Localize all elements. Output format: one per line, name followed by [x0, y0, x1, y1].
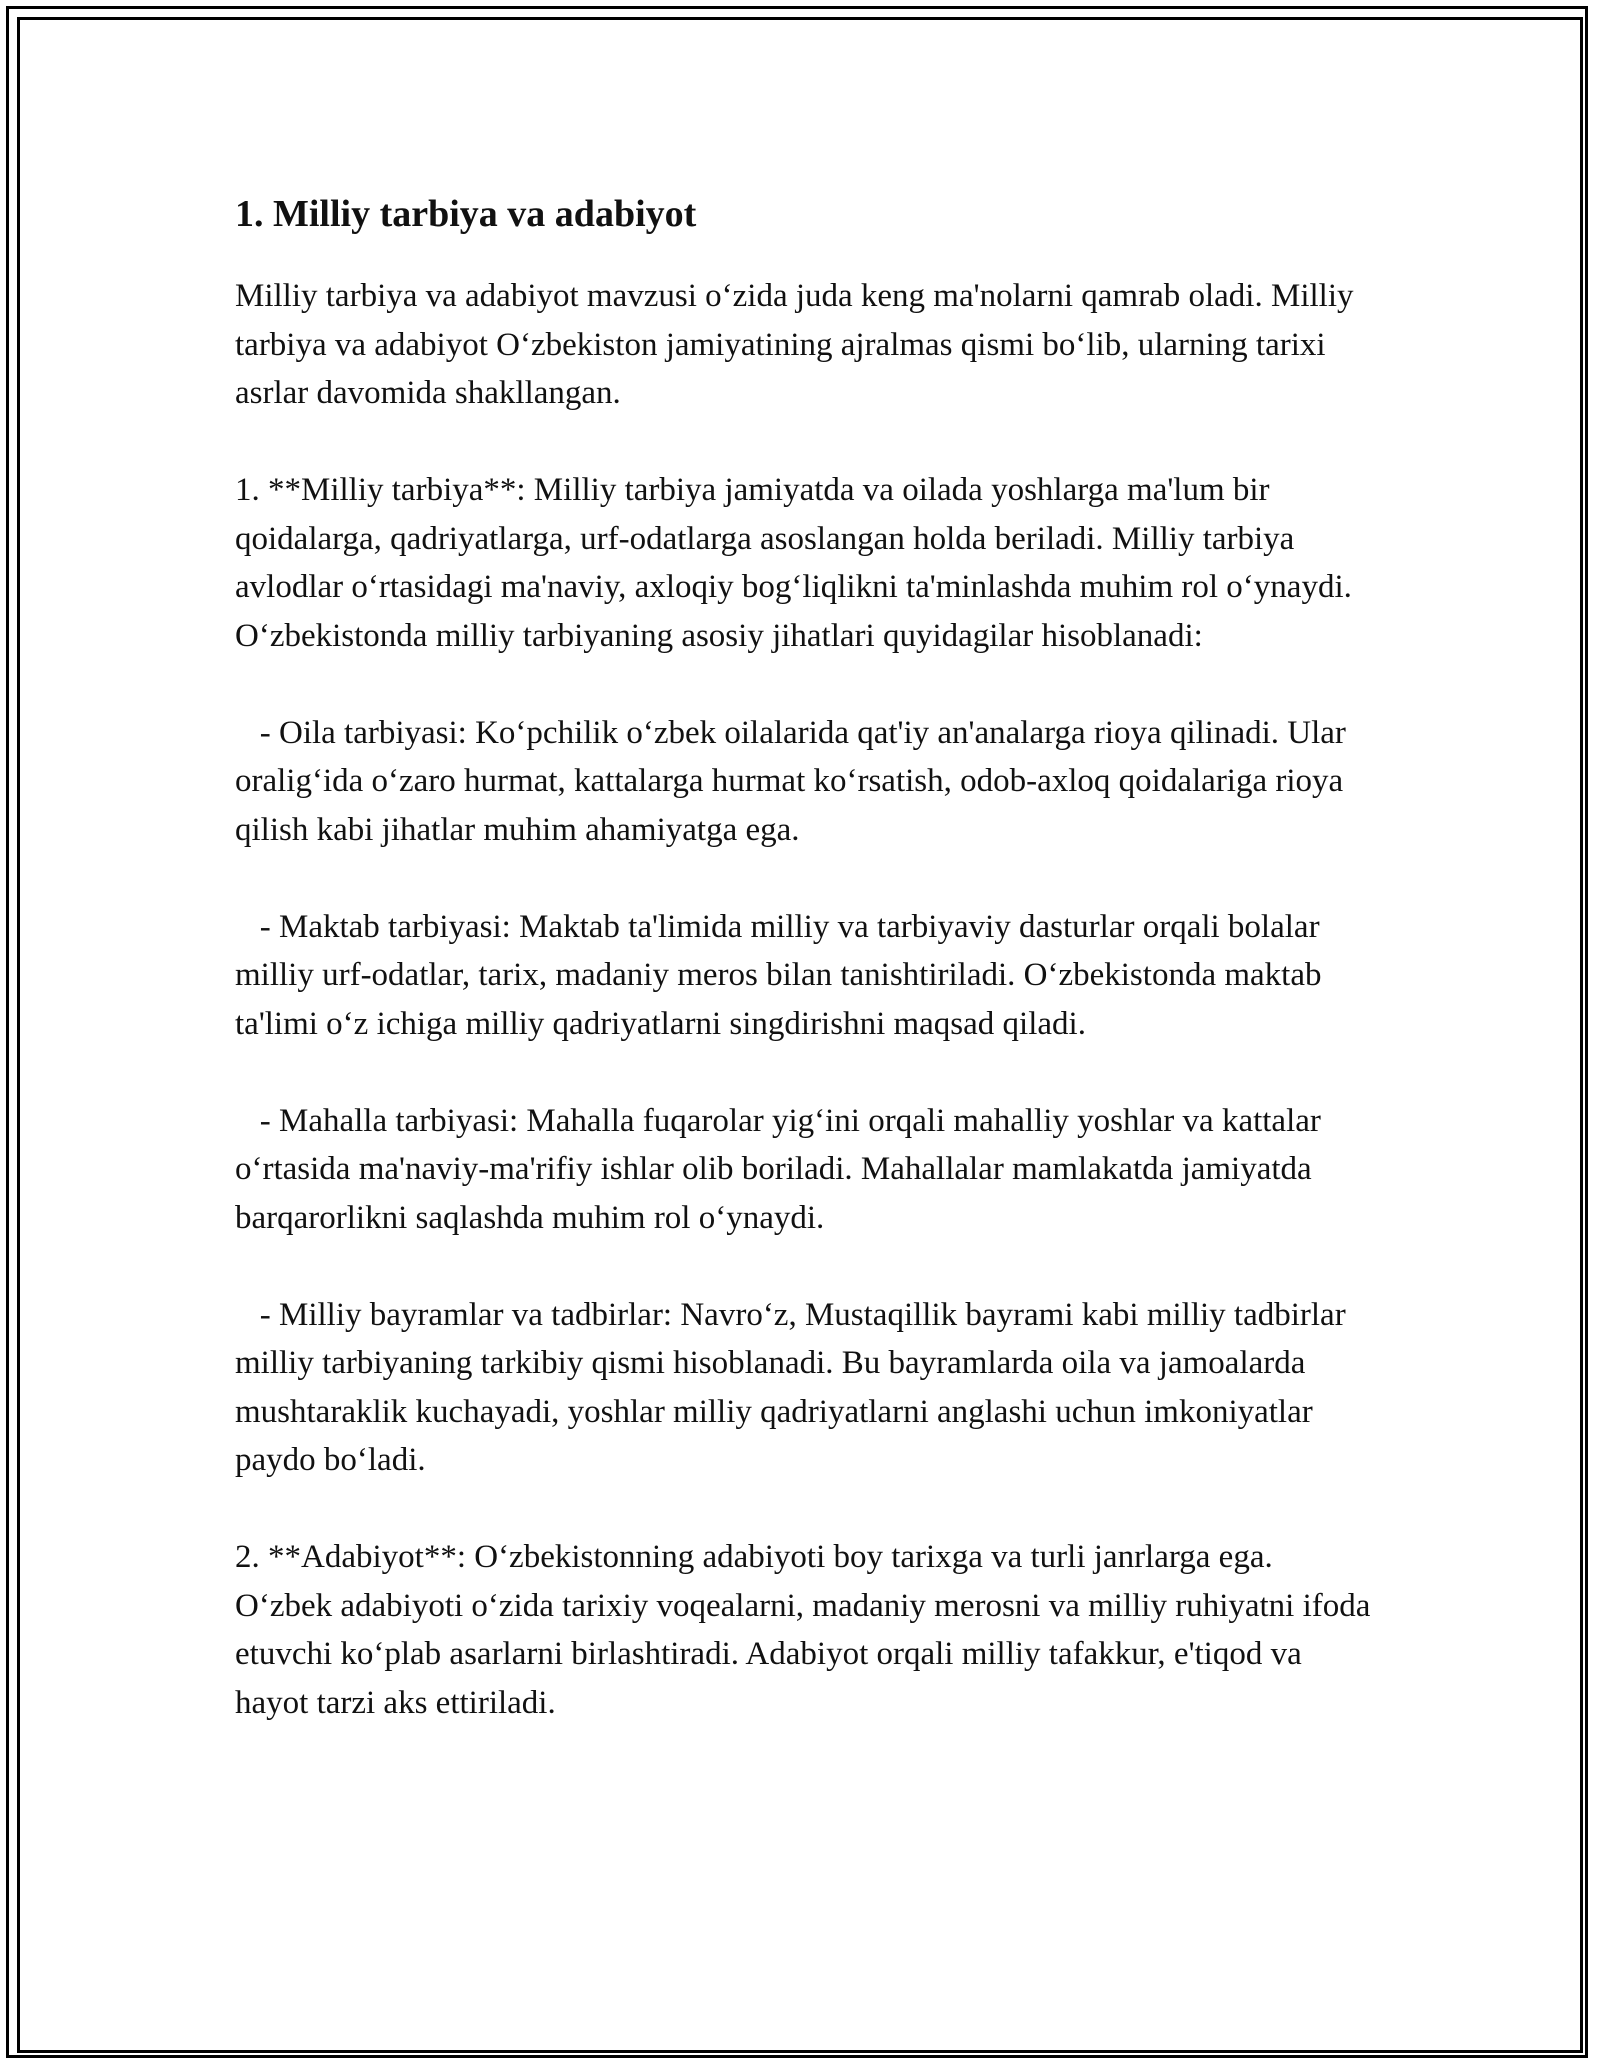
intro-paragraph: Milliy tarbiya va adabiyot mavzusi o‘zida juda keng ma'nolarni qamrab oladi. Milliy tarbiya va adabiyot O‘zbekiston jamiyatining ajralmas qismi bo‘lib, ularning tarixi asrlar davomida shakllangan. — [235, 278, 1362, 411]
maktab-tarbiyasi-item: - Maktab tarbiyasi: Maktab ta'limida milliy va tarbiyaviy dasturlar orqali bolalar milliy urf-odatlar, tarix, madaniy meros bilan tanishtiriladi. O‘zbekistonda maktab ta'limi o‘z ichiga milliy qadriyatlarni singdirishni maqsad qiladi. — [235, 908, 1330, 1042]
document-body — [235, 186, 1379, 1727]
paragraph-spacer — [235, 1242, 1375, 1291]
adabiyot-paragraph: 2. **Adabiyot**: O‘zbekistonning adabiyoti boy tarixga va turli janrlarga ega. O‘zbek adabiyoti o‘zida tarixiy voqealarni, madaniy merosni va milliy ruhiyatni ifoda etuvchi ko‘plab asarlarni birlashtiradi. Adabiyot orqali milliy tafakkur, e'tiqod va hayot tarzi aks ettiriladi. — [235, 1539, 1379, 1721]
mahalla-tarbiyasi-item: - Mahalla tarbiyasi: Mahalla fuqarolar yig‘ini orqali mahalliy yoshlar va kattalar o‘rtasida ma'naviy-ma'rifiy ishlar olib boriladi. Mahallalar mamlakatda jamiyatda barqarorlikni saqlashda muhim rol o‘ynaydi. — [235, 1102, 1330, 1236]
paragraph-spacer — [235, 660, 1375, 709]
milliy-tarbiya-paragraph: 1. **Milliy tarbiya**: Milliy tarbiya jamiyatda va oilada yoshlarga ma'lum bir qoidalarga, qadriyatlarga, urf-odatlarga asoslangan holda beriladi. Milliy tarbiya avlodlar o‘rtasidagi ma'naviy, axloqiy bog‘liqlikni ta'minlashda muhim rol o‘ynaydi. O‘zbekistonda milliy tarbiyaning asosiy jihatlari quyidagilar hisoblanadi: — [235, 472, 1361, 654]
paragraph-spacer — [235, 854, 1375, 903]
paragraph-spacer — [235, 1485, 1375, 1534]
milliy-bayramlar-item: - Milliy bayramlar va tadbirlar: Navro‘z, Mustaqillik bayrami kabi milliy tadbirlar milliy tarbiyaning tarkibiy qismi hisoblanadi. Bu bayramlarda oila va jamoalarda mushtaraklik kuchayadi, yoshlar milliy qadriyatlarni anglashi uchun imkoniyatlar paydo bo‘ladi. — [235, 1296, 1354, 1478]
paragraph-spacer — [235, 418, 1375, 467]
paragraph-spacer — [235, 1048, 1375, 1097]
section-heading: 1. Milliy tarbiya va adabiyot — [235, 193, 697, 235]
oila-tarbiyasi-item: - Oila tarbiyasi: Ko‘pchilik o‘zbek oilalarida qat'iy an'analarga rioya qilinadi. Ular oralig‘ida o‘zaro hurmat, kattalarga hurmat ko‘rsatish, odob-axloq qoidalariga rioya qilish kabi jihatlar muhim ahamiyatga ega. — [235, 714, 1355, 848]
